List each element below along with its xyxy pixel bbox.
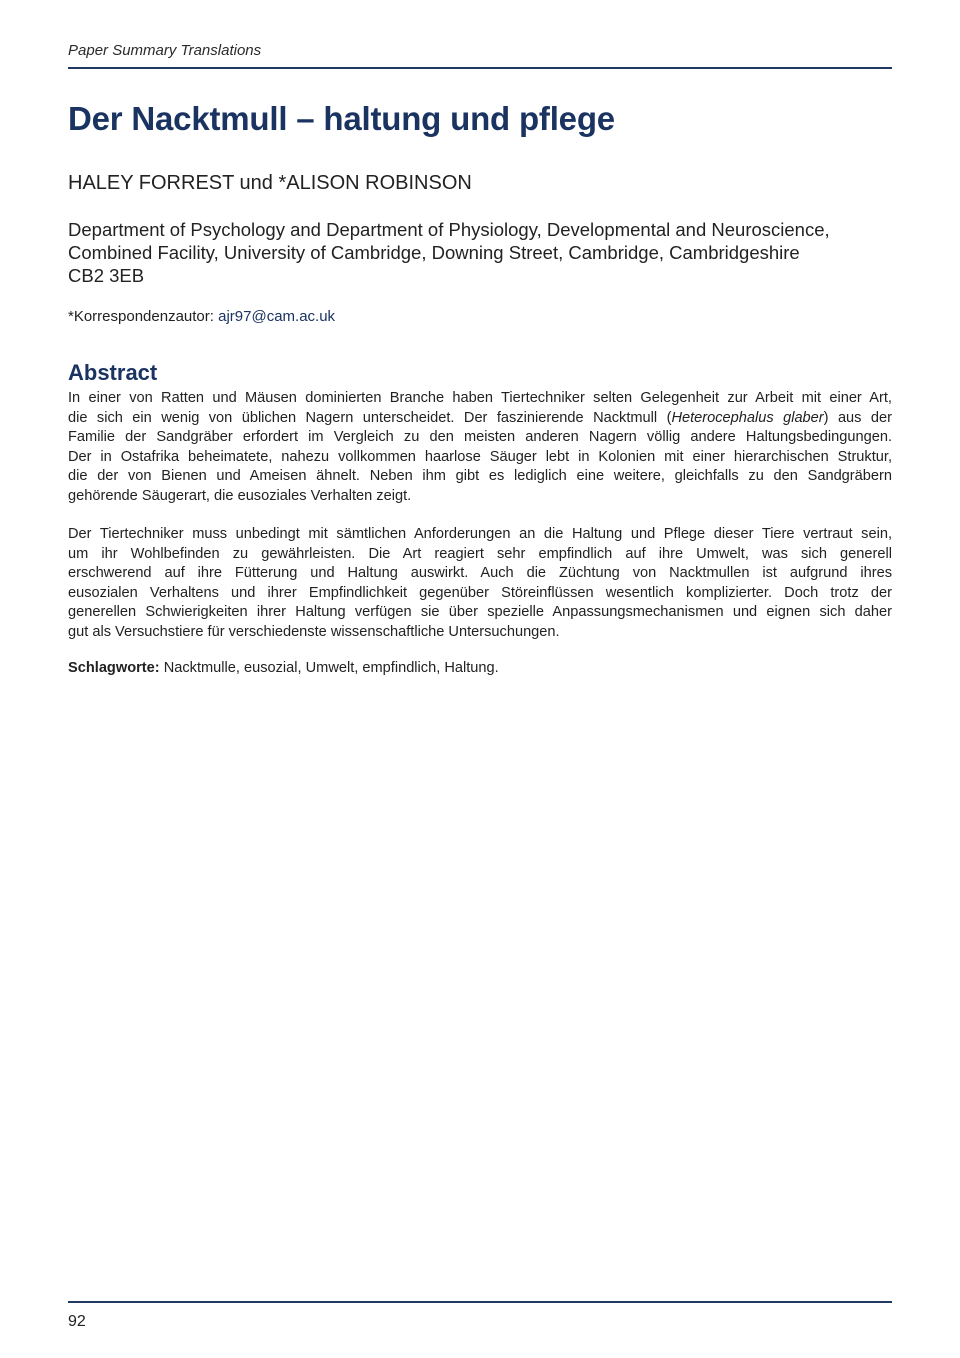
running-head: Paper Summary Translations <box>68 42 262 59</box>
abstract-line: um ihr Wohlbefinden zu gewährleisten. Die Art reagiert sehr empfindlich auf ihre Umwelt, was sich generell <box>68 545 892 562</box>
abstract-line: gehörende Säugerart, die eusoziales Verhalten zeigt. <box>68 487 412 504</box>
page <box>68 0 892 1358</box>
species-name: Heterocephalus glaber <box>671 409 824 426</box>
abstract-line: generellen Schwierigkeiten ihrer Haltung verfügen sie über spezielle Anpassungsmechanismen und eignen sich daher <box>68 604 892 620</box>
abstract-text: die sich ein wenig von üblichen Nagern unterscheidet. Der faszinierende Nacktmull ( <box>68 409 672 426</box>
correspondence-label: *Korrespondenzautor: <box>68 308 219 325</box>
article-title: Der Nacktmull – haltung und pflege <box>68 100 615 137</box>
abstract-line: In einer von Ratten und Mäusen dominierten Branche haben Tiertechniker selten Gelegenheit zur Arbeit mit einer Art, <box>68 390 892 406</box>
authors: HALEY FORREST und *ALISON ROBINSON <box>68 172 472 194</box>
abstract-text: ) aus der <box>823 409 892 426</box>
affiliation-line: Department of Psychology and Department of Physiology, Developmental and Neuroscience, <box>68 219 830 240</box>
abstract-heading: Abstract <box>68 360 158 385</box>
affiliation-line: CB2 3EB <box>68 265 145 286</box>
abstract-line: Der in Ostafrika beheimatete, nahezu vollkommen haarlose Säuger lebt in Kolonien mit einer hierarchischen Struktur, <box>68 448 892 465</box>
abstract-line: die der von Bienen und Ameisen ähnelt. Neben ihm gibt es lediglich eine weitere, gleichfalls zu den Sandgräbern <box>68 468 892 484</box>
keywords-text: Nacktmulle, eusozial, Umwelt, empfindlich, Haltung. <box>159 660 499 676</box>
abstract-paragraph <box>68 389 892 506</box>
abstract-body <box>68 389 892 661</box>
page-number: 92 <box>68 1313 86 1330</box>
affiliation <box>68 218 892 287</box>
abstract-line: erschwerend auf ihre Fütterung und Haltung auswirkt. Auch die Züchtung von Nacktmullen ist aufgrund ihres <box>68 565 892 581</box>
correspondence-email-link[interactable]: ajr97@cam.ac.uk <box>218 308 336 325</box>
header-rule <box>68 67 892 69</box>
abstract-line: eusozialen Verhaltens und ihrer Empfindlichkeit gegenüber Störeinflüssen wesentlich komplizierter. Doch trotz der <box>68 584 892 601</box>
keywords-label: Schlagworte: <box>68 660 160 676</box>
abstract-line: Der Tiertechniker muss unbedingt mit sämtlichen Anforderungen an die Haltung und Pflege dieser Tiere vertraut sein, <box>68 526 892 542</box>
abstract-line: Familie der Sandgräber erfordert im Vergleich zu den meisten anderen Nagern völlig andere Haltungsbedingungen. <box>68 429 892 445</box>
abstract-line: gut als Versuchstiere für verschiedenste wissenschaftliche Untersuchungen. <box>68 623 560 640</box>
affiliation-line: Combined Facility, University of Cambridge, Downing Street, Cambridge, Cambridgeshire <box>68 242 800 263</box>
footer-rule <box>68 1301 892 1303</box>
abstract-paragraph <box>68 525 892 642</box>
keywords <box>68 660 499 676</box>
correspondence <box>68 308 335 325</box>
abstract-line <box>68 409 892 429</box>
